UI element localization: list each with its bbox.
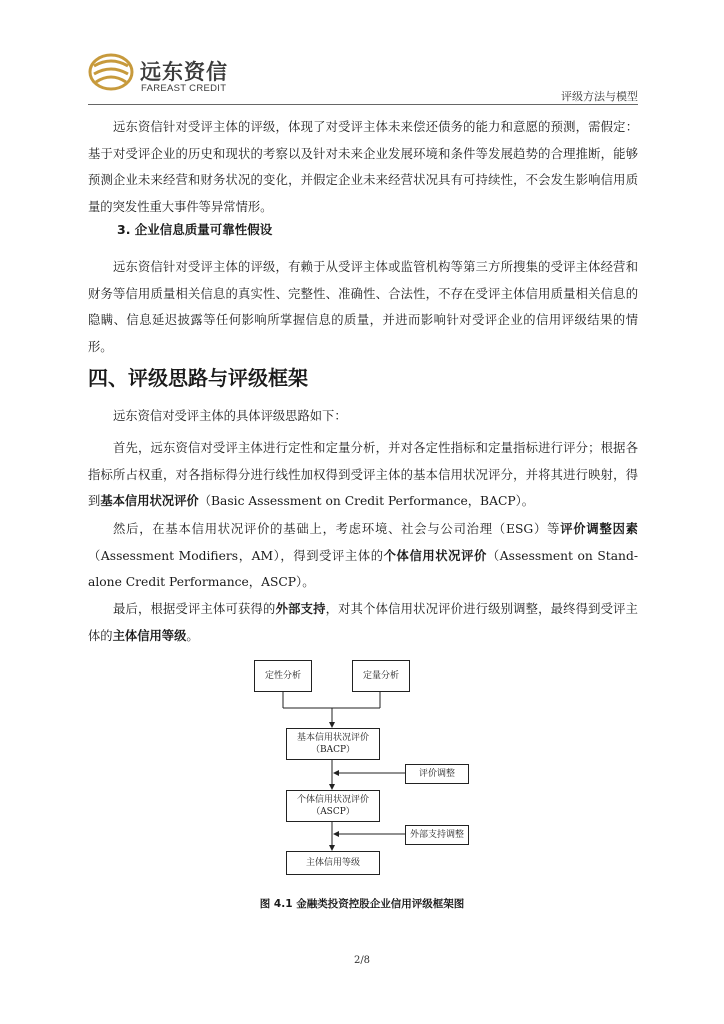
paragraph-second-step (88, 516, 638, 596)
paragraph-3: 远东资信对受评主体的具体评级思路如下： (113, 409, 347, 423)
box-bacp-label: 基本信用状况评价 (296, 733, 369, 743)
paragraph-assumption-forecast (88, 114, 638, 220)
logo-english-name: FAREAST CREDIT (141, 83, 227, 94)
paragraph-info-quality (88, 254, 638, 360)
p6-bold-rating: 主体信用等级 (112, 627, 187, 643)
box-support (405, 825, 469, 845)
p5-text-c: （Assessment Modifiers，AM），得到受评主体的 (88, 548, 384, 563)
p6-bold-support: 外部支持 (275, 601, 326, 616)
p5-text-a: 然后，在基本信用状况评价的基础上，考虑环境、社会与公司治理（ESG）等 (113, 522, 561, 536)
p6-text-e: 。 (186, 628, 199, 643)
rating-framework-diagram (250, 656, 480, 886)
logo-emblem-icon (88, 52, 134, 92)
p4-text-a: 首先，远东资信对受评主体进行定性和定量分析，并对各定性指标和定量指标进行评分；根据各指标所占权重，对各指标得分进行线性加权得到受评主体的基本信用状况评分，并将其进行映射，得到 (88, 441, 638, 508)
paragraph-1: 远东资信针对受评主体的评级，体现了对受评主体未来偿还债务的能力和意愿的预测，需假定：基于对受评企业的历史和现状的考察以及针对未来企业发展环境和条件等发展趋势的合理推断，能够预测企业未来经营和财务状况的变化，并假定企业未来经营状况具有可持续性，不会发生影响信用质量的突发性重大事件等异常情形。 (88, 120, 638, 214)
box-final-rating (286, 851, 380, 875)
p5-bold-modifiers: 评价调整因素 (560, 521, 638, 536)
header-divider (88, 104, 638, 105)
section-4-heading: 四、评级思路与评级框架 (88, 366, 308, 390)
paragraph-5 (88, 516, 638, 596)
company-logo (88, 50, 248, 100)
box-quantitative-label: 定量分析 (362, 671, 399, 681)
p5-bold-ascp: 个体信用状况评价 (383, 547, 487, 563)
p4-text-c: （Basic Assessment on Credit Performance，BACP）。 (198, 494, 535, 508)
box-modifier (405, 764, 469, 784)
p5-text-e: （Assessment on Stand-alone Credit Performance，ASCP）。 (88, 548, 638, 589)
box-bacp (286, 728, 380, 760)
box-modifier-label: 评价调整 (418, 769, 455, 779)
figure-caption: 图 4.1 金融类投资控股企业信用评级框架图 (259, 898, 465, 910)
page-number: 2/8 (353, 955, 371, 966)
p6-text-a: 最后，根据受评主体可获得的 (113, 602, 276, 616)
paragraph-4 (88, 435, 638, 515)
page-header (0, 0, 724, 110)
box-final-label: 主体信用等级 (305, 858, 360, 868)
paragraph-intro (88, 403, 638, 430)
p4-bold-bacp: 基本信用状况评价 (100, 493, 199, 508)
box-qualitative (254, 660, 312, 692)
box-bacp-abbr: （BACP） (310, 745, 356, 755)
p6-text-c: ，对其个体信用状况评价进行级别调整，最终得到受评主体的 (88, 602, 638, 643)
paragraph-first-step (88, 435, 638, 515)
box-support-label: 外部支持调整 (409, 830, 464, 840)
box-ascp-abbr: （ASCP） (311, 807, 355, 817)
paragraph-third-step (88, 596, 638, 649)
header-title: 评级方法与模型 (561, 90, 638, 103)
box-ascp-label: 个体信用状况评价 (296, 795, 369, 805)
logo-chinese-name: 远东资信 (140, 60, 228, 84)
box-ascp (286, 790, 380, 822)
box-qualitative-label: 定性分析 (264, 671, 301, 681)
box-quantitative (352, 660, 410, 692)
paragraph-6 (88, 596, 638, 649)
paragraph-2: 远东资信针对受评主体的评级，有赖于从受评主体或监管机构等第三方所搜集的受评主体经营和财务等信用质量相关信息的真实性、完整性、准确性、合法性，不存在受评主体信用质量相关信息的隐瞒、信息延迟披露等任何影响所掌握信息的质量，并进而影响针对受评企业的信用评级结果的情形。 (88, 260, 638, 354)
section-3-heading: 3. 企业信息质量可靠性假设 (117, 222, 273, 237)
